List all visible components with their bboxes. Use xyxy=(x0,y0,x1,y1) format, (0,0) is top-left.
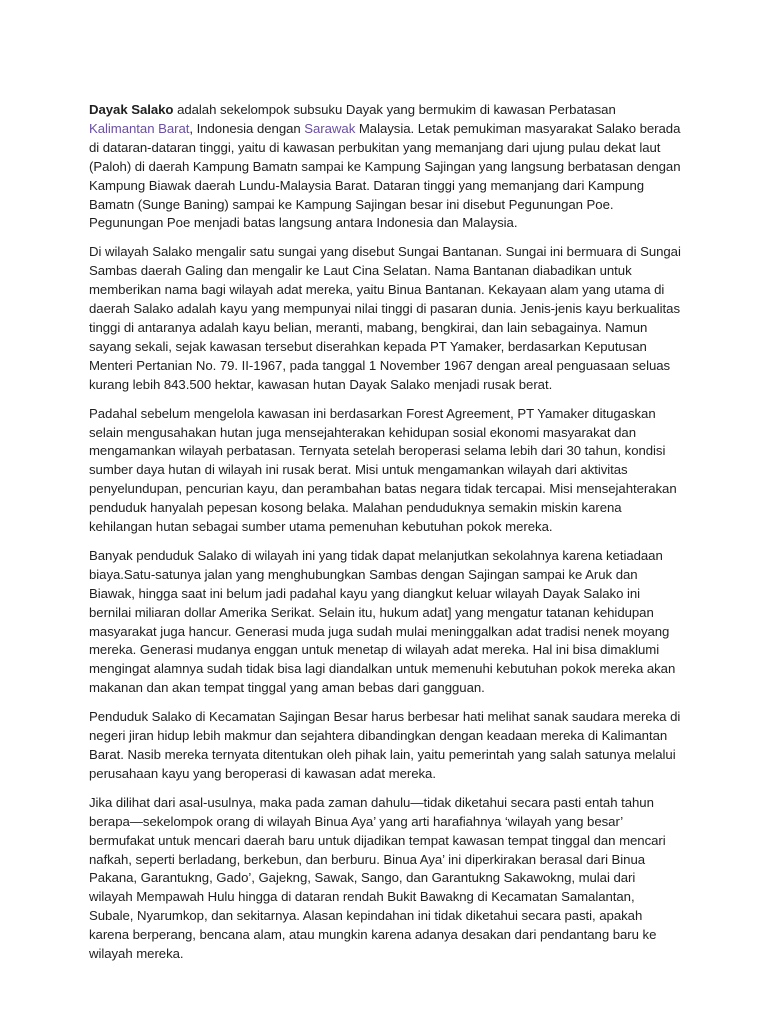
link-kalimantan-barat[interactable]: Kalimantan Barat xyxy=(89,120,190,136)
article-body xyxy=(89,101,681,974)
link-sarawak[interactable]: Sarawak xyxy=(304,120,356,136)
paragraph-text: adalah sekelompok subsuku Dayak yang bermukim di kawasan Perbatasan xyxy=(173,102,616,117)
article-title: Dayak Salako xyxy=(89,102,174,117)
paragraph-forest-agreement: Padahal sebelum mengelola kawasan ini berdasarkan Forest Agreement, PT Yamaker ditugaskan selain mengusahakan hutan juga mensejahterakan kehidupan sosial ekonomi masyarakat dan mengamankan wilayah perbatasan. Ternyata setelah beroperasi selama lebih dari 30 tahun, kondisi sumber daya hutan di wilayah ini rusak berat. Misi untuk mengamankan wilayah dari aktivitas penyelundupan, pencurian kayu, dan perambahan batas negara tidak tercapai. Misi mensejahterakan penduduk hanyalah pepesan kosong belaka. Malahan penduduknya semakin miskin karena kehilangan hutan sebagai sumber utama pemenuhan kebutuhan pokok mereka. xyxy=(89,405,677,535)
paragraph-intro xyxy=(89,101,681,233)
paragraph-text: Malaysia. Letak pemukiman masyarakat Salako berada di dataran-dataran tinggi, yaitu di kawasan perbukitan yang memanjang dari ujung pulau dekat laut (Paloh) di daerah Kampung Bamatn sampai ke Kampung Sajingan yang langsung berbatasan dengan Kampung Biawak daerah Lundu-Malaysia Barat. Dataran tinggi yang memanjang dari Kampung Bamatn (Sunge Baning) sampai ke Kampung Sajingan besar ini disebut Pegunungan Poe. Pegunungan Poe menjadi batas langsung antara Indonesia dan Malaysia. xyxy=(89,120,681,231)
paragraph-sungai-bantanan: Di wilayah Salako mengalir satu sungai yang disebut Sungai Bantanan. Sungai ini bermuara di Sungai Sambas daerah Galing dan mengalir ke Laut Cina Selatan. Nama Bantanan diabadikan untuk memberikan nama bagi wilayah adat mereka, yaitu Binua Bantanan. Kekayaan alam yang utama di daerah Salako adalah kayu yang mempunyai nilai tinggi di pasaran dunia. Jenis-jenis kayu berkualitas tinggi di antaranya adalah kayu belian, meranti, mabang, bengkirai, dan lain sebagainya. Namun sayang sekali, sejak kawasan tersebut diserahkan kepada PT Yamaker, berdasarkan Keputusan Menteri Pertanian No. 79. II-1967, pada tanggal 1 November 1967 dengan areal penguasaan seluas kurang lebih 843.500 hektar, kawasan hutan Dayak Salako menjadi rusak berat. xyxy=(89,244,681,392)
paragraph-asal-usul: Jika dilihat dari asal-usulnya, maka pada zaman dahulu—tidak diketahui secara pasti entah tahun berapa—sekelompok orang di wilayah Binua Aya’ yang arti harafiahnya ‘wilayah yang besar’ bermufakat untuk mencari daerah baru untuk dijadikan tempat kawasan tempat tinggal dan mencari nafkah, seperti berladang, berkebun, dan berburu. Binua Aya’ ini diperkirakan berasal dari Binua Pakana, Garantukng, Gado’, Gajekng, Sawak, Sango, dan Garantukng Sakawokng, mulai dari wilayah Mempawah Hulu hingga di dataran rendah Bukit Bawakng di Kecamatan Samalantan, Subale, Nyarumkop, dan sekitarnya. Alasan kepindahan ini tidak diketahui secara pasti, apakah karena berperang, bencana alam, atau mungkin karena adanya desakan dari pendantang baru ke wilayah mereka. xyxy=(89,794,666,962)
paragraph-text: , Indonesia dengan xyxy=(189,120,305,136)
paragraph-sajingan-besar: Penduduk Salako di Kecamatan Sajingan Besar harus berbesar hati melihat sanak saudara mereka di negeri jiran hidup lebih makmur dan sejahtera dibandingkan dengan keadaan mereka di Kalimantan Barat. Nasib mereka ternyata ditentukan oleh pihak lain, yaitu pemerintah yang salah satunya melalui perusahaan kayu yang beroperasi di kawasan adat mereka. xyxy=(89,709,681,781)
paragraph-pendidikan: Banyak penduduk Salako di wilayah ini yang tidak dapat melanjutkan sekolahnya karena ketiadaan biaya.Satu-satunya jalan yang menghubungkan Sambas dengan Sajingan sampai ke Aruk dan Biawak, hingga saat ini belum jadi padahal kayu yang diangkut keluar wilayah Dayak Salako ini bernilai miliaran dollar Amerika Serikat. Selain itu, hukum adat] yang mengatur tatanan kehidupan masyarakat juga hancur. Generasi muda juga sudah mulai meninggalkan adat tradisi nenek moyang mereka. Generasi mudanya enggan untuk menetap di wilayah adat mereka. Hal ini bisa dimaklumi mengingat alamnya sudah tidak bisa lagi diandalkan untuk memenuhi kebutuhan pokok mereka akan makanan dan akan tempat tinggal yang aman bebas dari gangguan. xyxy=(89,547,676,696)
